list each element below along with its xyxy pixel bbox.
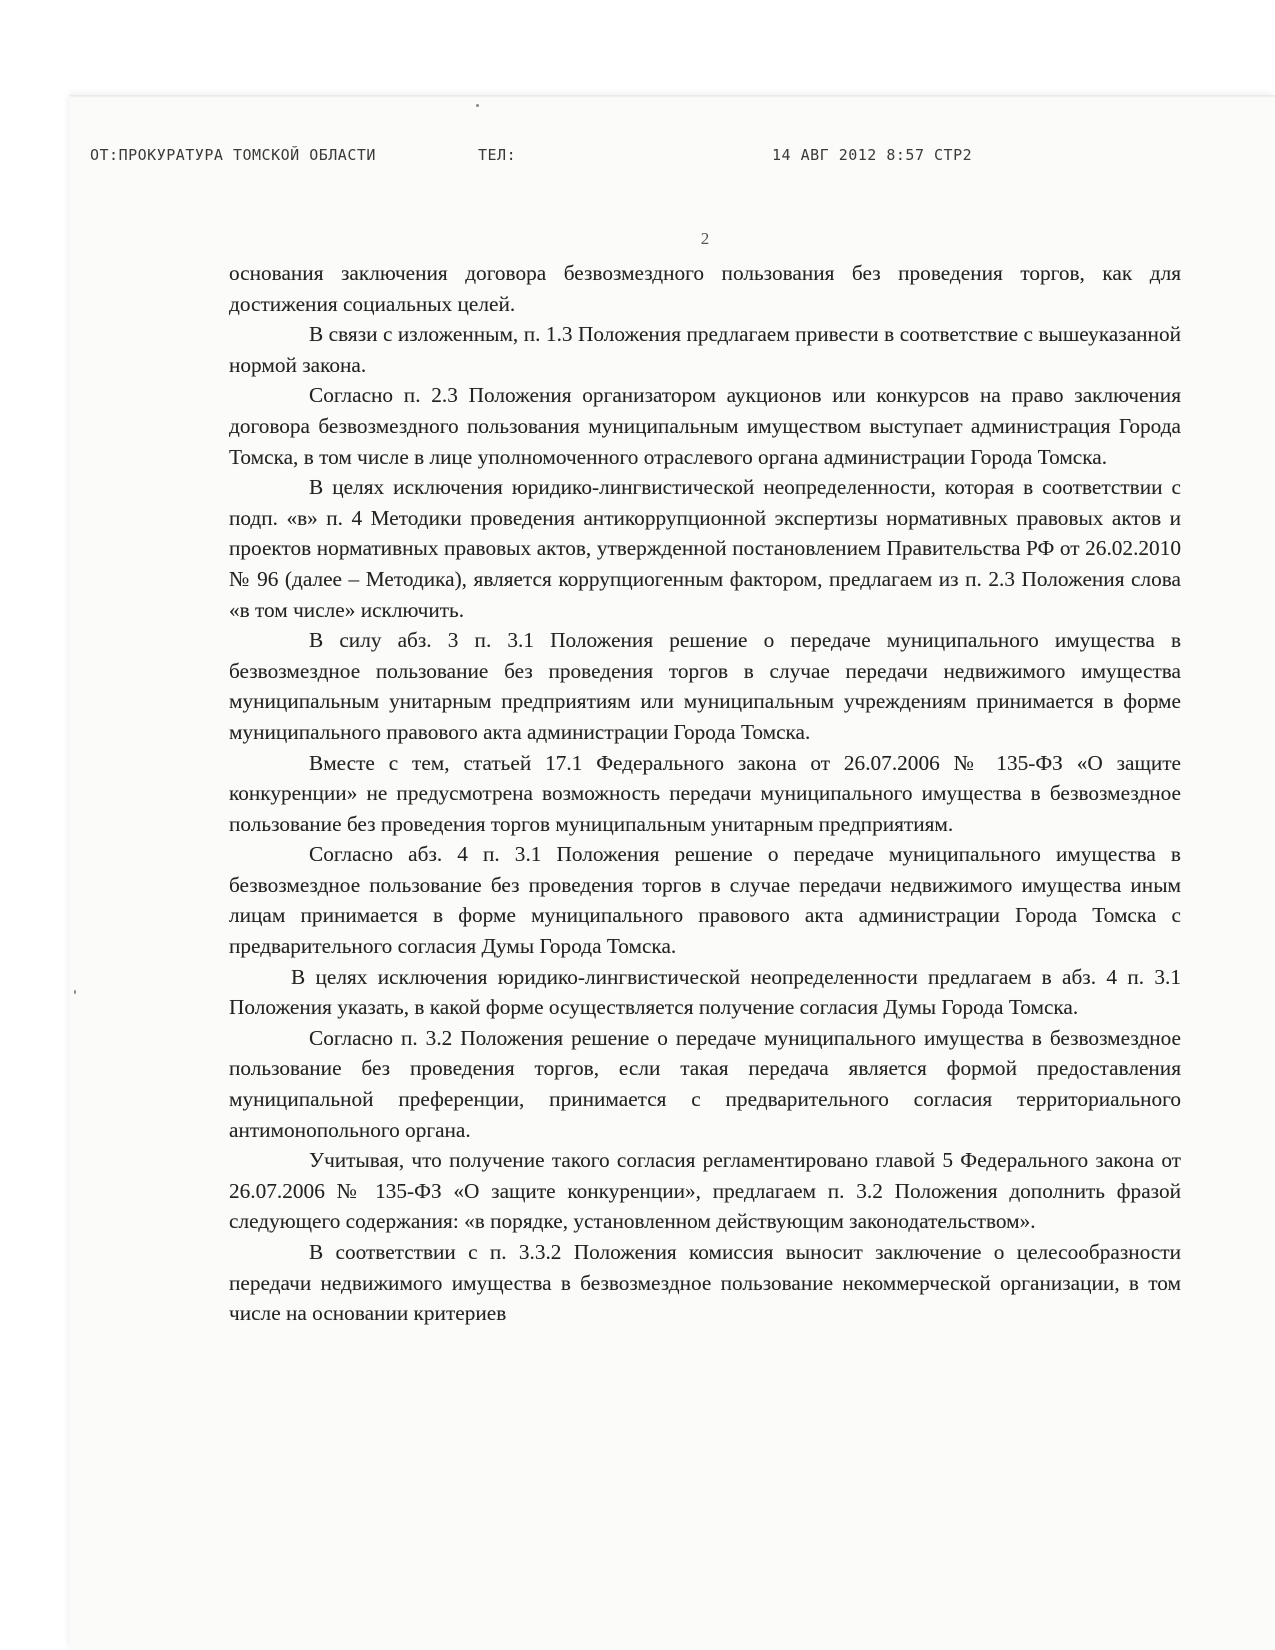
scan-speck bbox=[476, 104, 479, 107]
fax-tel-label: ТЕЛ: bbox=[478, 146, 517, 164]
paragraph: В целях исключения юридико-лингвистической неопределенности предлагаем в абз. 4 п. 3.1 Положения указать, в какой форме осуществляется получение согласия Думы Города Томска. bbox=[229, 964, 1181, 1020]
paragraph: В соответствии с п. 3.3.2 Положения комиссия выносит заключение о целесообразности передачи недвижимого имущества в безвозмездное пользование некоммерческой организации, в том числе на основании критериев bbox=[229, 1240, 1181, 1326]
scan-speck bbox=[74, 990, 76, 994]
paragraph: Учитывая, что получение такого согласия регламентировано главой 5 Федерального закона от 26.07.2006 № 135-ФЗ «О защите конкуренции», предлагаем п. 3.2 Положения дополнить фразой следующего содержания: «в порядке, установленном действующим законодательством». bbox=[229, 1148, 1181, 1234]
fax-datetime-page: 14 АВГ 2012 8:57 СТР2 bbox=[772, 146, 973, 164]
fax-sender: ОТ:ПРОКУРАТУРА ТОМСКОЙ ОБЛАСТИ bbox=[90, 146, 376, 164]
paragraph: Согласно п. 3.2 Положения решение о передаче муниципального имущества в безвозмездное пользование без проведения торгов, если такая передача является формой предоставления муниципальной преференции, принимается с предварительного согласия территориального антимонопольного органа. bbox=[229, 1025, 1181, 1142]
document-body bbox=[229, 258, 1181, 1329]
paragraph: Вместе с тем, статьей 17.1 Федерального закона от 26.07.2006 № 135-ФЗ «О защите конкуренции» не предусмотрена возможность передачи муниципального имущества в безвозмездное пользование без проведения торгов муниципальным унитарным предприятиям. bbox=[229, 750, 1181, 836]
paragraph: В силу абз. 3 п. 3.1 Положения решение о передаче муниципального имущества в безвозмездное пользование без проведения торгов в случае передачи недвижимого имущества муниципальным унитарным предприятиям или муниципальным учреждениям принимается в форме муниципального правового акта администрации Города Томска. bbox=[229, 628, 1181, 744]
paragraph: В целях исключения юридико-лингвистической неопределенности, которая в соответствии с подп. «в» п. 4 Методики проведения антикоррупционной экспертизы нормативных правовых актов и проектов нормативных правовых актов, утвержденной постановлением Правительства РФ от 26.02.2010 № 96 (далее – Методика), является коррупциогенным фактором, предлагаем из п. 2.3 Положения слова «в том числе» исключить. bbox=[229, 475, 1181, 622]
paragraph: основания заключения договора безвозмездного пользования без проведения торгов, как для достижения социальных целей. bbox=[229, 261, 1181, 316]
page-number: 2 bbox=[700, 229, 710, 248]
paragraph: Согласно п. 2.3 Положения организатором аукционов или конкурсов на право заключения договора безвозмездного пользования муниципальным имуществом выступает администрация Города Томска, в том числе в лице уполномоченного отраслевого органа администрации Города Томска. bbox=[229, 383, 1181, 469]
paragraph: В связи с изложенным, п. 1.3 Положения предлагаем привести в соответствие с вышеуказанной нормой закона. bbox=[229, 322, 1181, 377]
paragraph: Согласно абз. 4 п. 3.1 Положения решение о передаче муниципального имущества в безвозмездное пользование без проведения торгов в случае передачи недвижимого имущества иным лицам принимается в форме муниципального правового акта администрации Города Томска с предварительного согласия Думы Города Томска. bbox=[229, 842, 1181, 959]
